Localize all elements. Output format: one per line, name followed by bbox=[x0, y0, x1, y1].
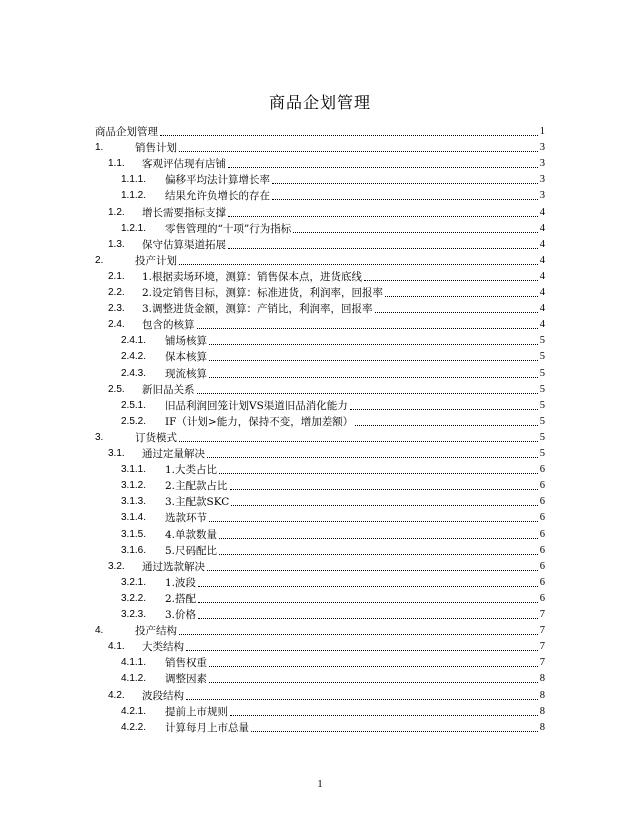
toc-dot-leader bbox=[385, 296, 538, 297]
toc-entry[interactable] bbox=[121, 188, 545, 204]
toc-entry[interactable] bbox=[95, 124, 545, 140]
toc-dot-leader bbox=[230, 715, 538, 716]
toc-dot-leader bbox=[179, 441, 538, 442]
document-title: 商品企划管理 bbox=[268, 93, 371, 112]
toc-entry-number: 2.1. bbox=[108, 270, 125, 282]
toc-entry-page: 3 bbox=[539, 142, 545, 154]
toc-dot-leader bbox=[197, 393, 538, 394]
toc-entry[interactable] bbox=[108, 446, 545, 462]
toc-dot-leader bbox=[209, 377, 538, 378]
toc-dot-leader bbox=[198, 618, 538, 619]
toc-entry-page: 5 bbox=[539, 448, 545, 459]
toc-entry[interactable] bbox=[121, 527, 545, 543]
toc-entry-page: 4 bbox=[539, 254, 545, 266]
toc-entry-number: 2.5. bbox=[108, 383, 125, 395]
toc-entry-number: 1.2. bbox=[108, 206, 125, 218]
toc-entry-title: 2.搭配 bbox=[165, 592, 197, 605]
toc-entry[interactable] bbox=[121, 366, 545, 382]
toc-dot-leader bbox=[219, 554, 538, 555]
toc-dot-leader bbox=[179, 264, 538, 265]
toc-entry-number: 1.3. bbox=[108, 238, 125, 250]
toc-dot-leader bbox=[251, 731, 538, 732]
toc-entry-title: 提前上市规则 bbox=[165, 705, 228, 718]
toc-entry[interactable] bbox=[108, 688, 545, 704]
toc-entry-title: 销售计划 bbox=[135, 142, 177, 155]
toc-entry-title: 包含的核算 bbox=[142, 319, 195, 332]
toc-entry-title: 新旧品关系 bbox=[142, 383, 195, 396]
toc-entry-title: 偏移平均法计算增长率 bbox=[165, 174, 270, 187]
toc-entry-title: 投产结构 bbox=[135, 625, 177, 638]
toc-entry-page: 4 bbox=[539, 206, 545, 218]
toc-entry-title: 通过定量解决 bbox=[142, 448, 205, 460]
toc-entry[interactable] bbox=[121, 478, 545, 494]
toc-dot-leader bbox=[272, 199, 538, 200]
toc-dot-leader bbox=[230, 489, 538, 490]
toc-entry-number: 4.2.1. bbox=[121, 705, 147, 717]
toc-entry-title: 计算每月上市总量 bbox=[165, 721, 249, 734]
toc-entry-page: 4 bbox=[539, 319, 545, 331]
toc-entry-page: 4 bbox=[539, 303, 545, 315]
toc-entry-page: 6 bbox=[539, 480, 545, 492]
toc-dot-leader bbox=[364, 280, 538, 281]
toc-entry[interactable] bbox=[121, 591, 545, 607]
toc-entry-page: 5 bbox=[539, 415, 545, 427]
toc-entry-number: 4.1.1. bbox=[121, 657, 147, 669]
toc-entry[interactable] bbox=[121, 398, 545, 414]
toc-entry-page: 6 bbox=[539, 544, 545, 556]
toc-entry-title: 增长需要指标支撑 bbox=[142, 206, 226, 219]
toc-entry-number: 4.1. bbox=[108, 641, 125, 653]
toc-entry[interactable] bbox=[121, 575, 545, 591]
toc-dot-leader bbox=[186, 699, 538, 700]
toc-entry[interactable] bbox=[121, 333, 545, 349]
toc-entry-page: 7 bbox=[539, 609, 545, 620]
toc-entry[interactable] bbox=[108, 285, 545, 301]
toc-entry[interactable] bbox=[121, 704, 545, 720]
toc-entry-title: 现流核算 bbox=[165, 367, 207, 380]
toc-entry-title: 铺场核算 bbox=[165, 335, 207, 348]
toc-entry[interactable] bbox=[108, 639, 545, 655]
toc-dot-leader bbox=[179, 634, 538, 635]
toc-entry-title: 3.价格 bbox=[165, 609, 197, 621]
toc-entry-title: 保本核算 bbox=[165, 351, 207, 364]
toc-entry-title: 5.尺码配比 bbox=[165, 544, 218, 557]
toc-entry-number: 3.1.4. bbox=[121, 512, 147, 524]
toc-entry-page: 6 bbox=[539, 528, 545, 540]
toc-dot-leader bbox=[228, 167, 538, 168]
toc-entry-number: 2. bbox=[95, 254, 104, 266]
toc-entry-number: 2.4.2. bbox=[121, 351, 147, 363]
toc-entry-page: 8 bbox=[539, 673, 545, 685]
toc-entry-page: 6 bbox=[539, 496, 545, 508]
toc-entry-page: 6 bbox=[539, 512, 545, 524]
toc-entry-page: 4 bbox=[539, 287, 545, 298]
toc-dot-leader bbox=[209, 521, 538, 522]
toc-entry-page: 5 bbox=[539, 367, 545, 379]
toc-entry-page: 5 bbox=[539, 335, 545, 347]
toc-entry-title: 2.主配款占比 bbox=[165, 480, 228, 493]
toc-entry-title: 1.大类占比 bbox=[165, 464, 218, 477]
toc-entry[interactable] bbox=[95, 430, 545, 446]
toc-entry-page: 3 bbox=[539, 174, 545, 186]
toc-entry-page: 5 bbox=[539, 383, 545, 395]
toc-entry-number: 2.5.1. bbox=[121, 399, 147, 411]
toc-entry-title: 旧品利润回笼计划VS渠道旧品消化能力 bbox=[165, 399, 348, 412]
toc-entry-title: 通过选款解决 bbox=[142, 560, 205, 573]
toc-dot-leader bbox=[228, 216, 538, 217]
toc-dot-leader bbox=[179, 151, 538, 152]
toc-dot-leader bbox=[219, 473, 538, 474]
toc-dot-leader bbox=[198, 586, 538, 587]
toc-dot-leader bbox=[272, 183, 538, 184]
toc-entry-title: 调整因素 bbox=[165, 673, 207, 686]
toc-entry-title: IF（计划>能力，保持不变，增加差额） bbox=[165, 415, 354, 428]
toc-entry-page: 5 bbox=[539, 399, 545, 411]
toc-entry-page: 7 bbox=[539, 641, 545, 653]
toc-dot-leader bbox=[207, 457, 538, 458]
toc-dot-leader bbox=[209, 666, 538, 667]
toc-entry[interactable] bbox=[95, 140, 545, 156]
toc-entry-number: 2.4.3. bbox=[121, 367, 147, 379]
toc-entry-number: 3.1.5. bbox=[121, 528, 147, 540]
toc-entry[interactable] bbox=[95, 253, 545, 269]
toc-entry-title: 投产计划 bbox=[135, 254, 177, 267]
toc-entry-number: 1.2.1. bbox=[121, 222, 147, 234]
toc-entry[interactable] bbox=[108, 237, 545, 253]
toc-entry[interactable] bbox=[108, 301, 545, 317]
toc-entry[interactable] bbox=[121, 510, 545, 526]
toc-dot-leader bbox=[197, 328, 538, 329]
toc-entry-page: 6 bbox=[539, 592, 545, 604]
toc-entry[interactable] bbox=[121, 543, 545, 559]
toc-entry-number: 1.1. bbox=[108, 158, 125, 170]
toc-entry[interactable] bbox=[108, 559, 545, 575]
toc-entry[interactable] bbox=[121, 221, 545, 237]
toc-entry-page: 8 bbox=[539, 705, 545, 717]
toc-entry-number: 1. bbox=[95, 142, 104, 154]
toc-entry-page: 3 bbox=[539, 190, 545, 202]
toc-entry[interactable] bbox=[121, 349, 545, 365]
toc-dot-leader bbox=[293, 232, 538, 233]
toc-entry[interactable] bbox=[121, 414, 545, 430]
toc-entry-title: 大类结构 bbox=[142, 641, 184, 654]
toc-entry-page: 4 bbox=[539, 222, 545, 234]
toc-entry-number: 3. bbox=[95, 431, 104, 443]
toc-entry-number: 3.1.6. bbox=[121, 544, 147, 556]
toc-dot-leader bbox=[350, 409, 538, 410]
toc-entry-title: 3.调整进货金额，测算：产销比，利润率，回报率 bbox=[142, 303, 373, 316]
toc-entry-number: 1.1.1. bbox=[121, 174, 147, 186]
toc-dot-leader bbox=[209, 360, 538, 361]
toc-entry-title: 客观评估现有店铺 bbox=[142, 158, 226, 171]
toc-entry-page: 4 bbox=[539, 238, 545, 250]
toc-entry-title: 4.单款数量 bbox=[165, 528, 218, 541]
toc-dot-leader bbox=[231, 505, 537, 506]
toc-entry[interactable] bbox=[121, 607, 545, 623]
toc-entry[interactable] bbox=[108, 205, 545, 221]
toc-entry-title: 结果允许负增长的存在 bbox=[165, 190, 270, 203]
toc-entry-number: 4.2.2. bbox=[121, 721, 147, 733]
page-number: 1 bbox=[317, 778, 323, 790]
toc-entry-page: 1 bbox=[539, 126, 545, 137]
toc-entry-title: 3.主配款SKC bbox=[165, 496, 230, 509]
toc-entry-number: 1.1.2. bbox=[121, 190, 147, 202]
toc-entry-page: 3 bbox=[539, 158, 545, 170]
toc-entry-title: 保守估算渠道拓展 bbox=[142, 238, 226, 251]
toc-dot-leader bbox=[198, 602, 538, 603]
toc-entry-title: 1.根据卖场环境，测算：销售保本点，进货底线 bbox=[142, 270, 363, 283]
toc-entry-title: 商品企划管理 bbox=[95, 126, 158, 138]
toc-entry-number: 4. bbox=[95, 625, 104, 637]
toc-dot-leader bbox=[160, 135, 538, 136]
toc-dot-leader bbox=[375, 312, 538, 313]
toc-entry-number: 4.2. bbox=[108, 689, 125, 701]
toc-entry-number: 2.3. bbox=[108, 303, 125, 315]
toc-dot-leader bbox=[355, 425, 538, 426]
toc-dot-leader bbox=[209, 344, 538, 345]
toc-entry-number: 3.2.2. bbox=[121, 592, 147, 604]
toc-entry-number: 3.1.3. bbox=[121, 496, 147, 508]
toc-entry-page: 7 bbox=[539, 625, 545, 637]
toc-entry-number: 2.2. bbox=[108, 287, 125, 298]
toc-dot-leader bbox=[209, 682, 538, 683]
toc-entry[interactable] bbox=[95, 623, 545, 639]
toc-entry[interactable] bbox=[121, 671, 545, 687]
toc-entry-number: 2.5.2. bbox=[121, 415, 147, 427]
toc-entry-page: 4 bbox=[539, 270, 545, 282]
toc-entry-number: 3.1.1. bbox=[121, 464, 147, 476]
toc-entry-title: 销售权重 bbox=[165, 657, 207, 670]
toc-entry[interactable] bbox=[108, 269, 545, 285]
toc-entry[interactable] bbox=[121, 720, 545, 736]
toc-dot-leader bbox=[228, 248, 538, 249]
toc-entry-title: 订货模式 bbox=[135, 431, 177, 444]
toc-entry-title: 1.波段 bbox=[165, 576, 197, 589]
toc-entry-number: 3.1.2. bbox=[121, 480, 147, 492]
toc-dot-leader bbox=[207, 570, 538, 571]
toc-entry-page: 5 bbox=[539, 431, 545, 443]
toc-dot-leader bbox=[219, 538, 538, 539]
toc-entry-title: 选款环节 bbox=[165, 512, 207, 525]
toc-entry[interactable] bbox=[108, 317, 545, 333]
toc-entry-number: 3.1. bbox=[108, 448, 125, 459]
toc-entry-number: 3.2.1. bbox=[121, 576, 147, 588]
toc-entry-number: 2.4. bbox=[108, 319, 125, 331]
toc-entry-title: 2.设定销售目标，测算：标准进货，利润率，回报率 bbox=[142, 287, 384, 299]
toc-entry-page: 8 bbox=[539, 689, 545, 701]
toc-entry[interactable] bbox=[121, 655, 545, 671]
toc-entry-title: 波段结构 bbox=[142, 689, 184, 702]
toc-entry-page: 6 bbox=[539, 560, 545, 572]
toc-entry-number: 3.2.3. bbox=[121, 609, 147, 620]
toc-entry[interactable] bbox=[108, 382, 545, 398]
toc-dot-leader bbox=[186, 650, 538, 651]
toc-entry[interactable] bbox=[121, 494, 545, 510]
toc-entry-page: 6 bbox=[539, 576, 545, 588]
toc-entry-number: 2.4.1. bbox=[121, 335, 147, 347]
toc-entry-number: 4.1.2. bbox=[121, 673, 147, 685]
toc-entry-page: 8 bbox=[539, 721, 545, 733]
toc-entry-number: 3.2. bbox=[108, 560, 125, 572]
toc-entry-page: 7 bbox=[539, 657, 545, 669]
toc-entry-page: 6 bbox=[539, 464, 545, 476]
toc-entry[interactable] bbox=[121, 462, 545, 478]
toc-entry[interactable] bbox=[121, 172, 545, 188]
toc-entry[interactable] bbox=[108, 156, 545, 172]
toc-entry-title: 零售管理的“十项”行为指标 bbox=[165, 222, 292, 235]
toc-entry-page: 5 bbox=[539, 351, 545, 363]
